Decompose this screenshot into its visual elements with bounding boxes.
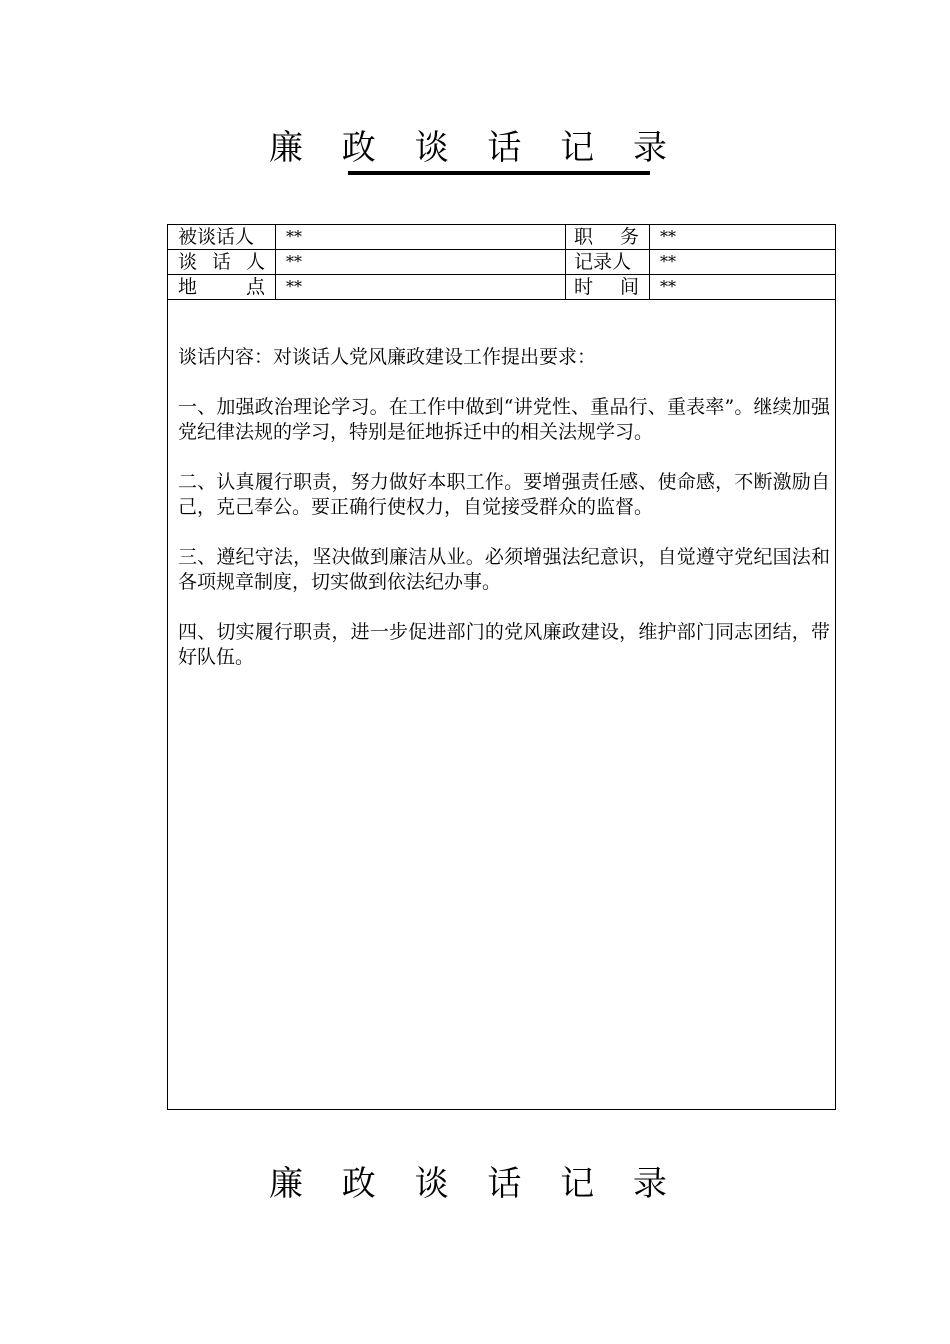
- time-label: 时 间: [566, 275, 650, 299]
- content-item: 二、认真履行职责，努力做好本职工作。要增强责任感、使命感，不断激励自己，克己奉公。要正确行使权力，自觉接受群众的监督。: [178, 471, 830, 518]
- recorder-value: **: [660, 252, 676, 271]
- form-row: [168, 275, 835, 300]
- content-item: 四、切实履行职责，进一步促进部门的党风廉政建设，维护部门同志团结，带好队伍。: [178, 621, 830, 668]
- interview-content: [178, 345, 830, 695]
- content-item: 一、加强政治理论学习。在工作中做到“讲党性、重品行、重表率”。继续加强党纪律法规的学习，特别是征地拆迁中的相关法规学习。: [178, 396, 830, 443]
- next-page-title: 廉 政 谈 话 记 录: [268, 1164, 682, 1204]
- position-value: **: [660, 227, 676, 246]
- interviewee-label: 被谈话人: [168, 225, 276, 249]
- location-value: **: [276, 275, 566, 299]
- location-label: 地 点: [168, 275, 276, 299]
- interview-form: [167, 224, 836, 1110]
- time-value: **: [660, 277, 676, 296]
- document-title: 廉 政 谈 话 记 录: [268, 128, 682, 168]
- position-label: 职 务: [566, 225, 650, 249]
- title-underline: [348, 171, 650, 175]
- recorder-label: 记录人: [566, 250, 650, 274]
- content-item: 三、遵纪守法，坚决做到廉洁从业。必须增强法纪意识，自觉遵守党纪国法和各项规章制度，切实做到依法纪办事。: [178, 546, 830, 593]
- interviewer-label: 谈 话 人: [168, 250, 276, 274]
- content-intro: 谈话内容：对谈话人党风廉政建设工作提出要求：: [178, 346, 597, 368]
- interviewee-value: **: [276, 225, 566, 249]
- form-row: [168, 225, 835, 250]
- form-row: [168, 250, 835, 275]
- interviewer-value: **: [276, 250, 566, 274]
